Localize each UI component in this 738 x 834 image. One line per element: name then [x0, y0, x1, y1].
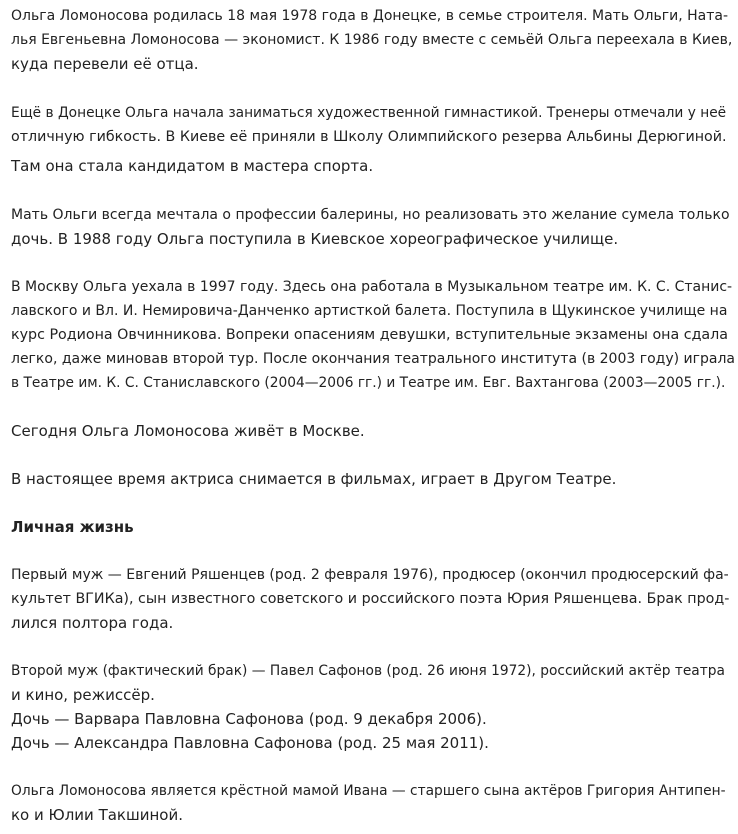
text-line: Ольга Ломоносова является крёстной мамой Ивана — старшего сына актёров Григория Антипен- [11, 783, 726, 799]
text-line: Ольга Ломоносова родилась 18 мая 1978 года в Донецке, в семье строителя. Мать Ольги, Ната- [11, 8, 729, 24]
text-line: Там она стала кандидатом в мастера спорта. [11, 157, 374, 175]
text-line: Дочь — Александра Павловна Сафонова (род. 25 мая 2011). [11, 734, 489, 752]
text-line: отличную гибкость. В Киеве её приняли в Школу Олимпийского резерва Альбины Дерюгиной. [11, 129, 727, 145]
text-line: лья Евгеньевна Ломоносова — экономист. К 1986 году вместе с семьёй Ольга переехала в Киев, [11, 32, 733, 48]
text-line: В Москву Ольга уехала в 1997 году. Здесь она работала в Музыкальном театре им. К. С. Станис- [11, 279, 733, 295]
text-line: Второй муж (фактический брак) — Павел Сафонов (род. 26 июня 1972), российский актёр театра [11, 663, 725, 679]
text-line: Первый муж — Евгений Ряшенцев (род. 2 февраля 1976), продюсер (окончил продюсерский фа- [11, 567, 729, 583]
text-line: курс Родиона Овчинникова. Вопреки опасениям девушки, вступительные экзамены она сдала [11, 327, 729, 343]
text-line: лавского и Вл. И. Немировича-Данченко артисткой балета. Поступила в Щукинское училище на [11, 303, 728, 319]
text-line: легко, даже миновав второй тур. После окончания театрального института (в 2003 году) играла [11, 351, 735, 367]
text-line: В настоящее время актриса снимается в фильмах, играет в Другом Театре. [11, 470, 617, 488]
text-line: культет ВГИКа), сын известного советского и российского поэта Юрия Ряшенцева. Брак прод- [11, 591, 730, 607]
text-line: в Театре им. К. С. Станиславского (2004—2006 гг.) и Театре им. Евг. Вахтангова (2003—2005 гг.). [11, 375, 726, 391]
text-line: ко и Юлии Такшиной. [11, 806, 183, 824]
section-heading-personal-life: Личная жизнь [11, 518, 134, 536]
text-line: и кино, режиссёр. [11, 686, 155, 704]
text-line: лился полтора года. [11, 614, 174, 632]
text-line: Мать Ольги всегда мечтала о профессии балерины, но реализовать это желание сумела только [11, 207, 730, 223]
text-line: Дочь — Варвара Павловна Сафонова (род. 9 декабря 2006). [11, 710, 487, 728]
text-line: куда перевели её отца. [11, 55, 199, 73]
text-line: дочь. В 1988 году Ольга поступила в Киевское хореографическое училище. [11, 230, 619, 248]
text-line: Сегодня Ольга Ломоносова живёт в Москве. [11, 422, 365, 440]
text-line: Ещё в Донецке Ольга начала заниматься художественной гимнастикой. Тренеры отмечали у неё [11, 105, 727, 121]
